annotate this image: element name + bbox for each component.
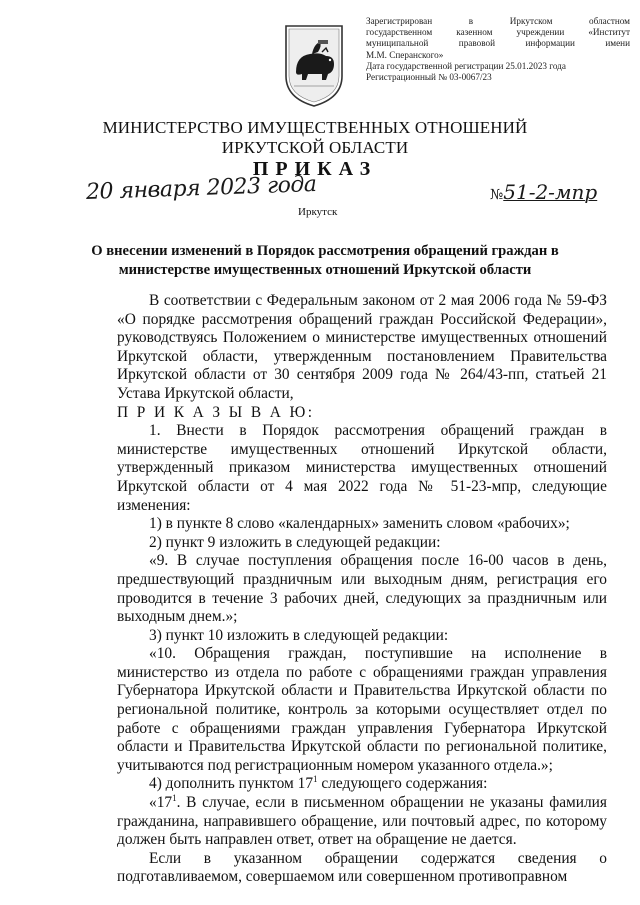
- stamp-line: Зарегистрирован в Иркутском областном: [366, 16, 630, 26]
- subitem-4-text-end: следующего содержания:: [317, 775, 488, 793]
- document-type: ПРИКАЗ: [252, 158, 378, 180]
- last-paragraph: Если в указанном обращении содержатся сведения о подготавливаемом, совершаемом или совершенном противоправном: [117, 849, 607, 886]
- number-prefix: №: [490, 187, 504, 203]
- quote-17-start: «17: [149, 794, 173, 812]
- stamp-line: муниципальной правовой информации имени: [366, 38, 630, 49]
- order-keyword: П Р И К А З Ы В А Ю:: [117, 403, 315, 421]
- quote-point-17-1: [117, 794, 607, 850]
- stamp-line: Дата государственной регистрации 25.01.2023 года: [366, 60, 566, 71]
- subitem-4-text: 4) дополнить пунктом 17: [149, 775, 314, 793]
- stamp-line: Регистрационный № 03-0067/23: [366, 72, 492, 83]
- subitem-4-superscript: 1: [313, 774, 318, 785]
- document-number: [490, 180, 597, 204]
- subitem-4: [117, 775, 607, 794]
- ministry-line: ИРКУТСКОЙ ОБЛАСТИ: [221, 138, 409, 157]
- city-label: Иркутск: [298, 206, 338, 218]
- coat-of-arms-icon: [282, 22, 346, 108]
- ministry-header: [80, 118, 550, 158]
- registration-stamp: [366, 16, 630, 83]
- subitem-1: 1) в пункте 8 слово «календарных» заменить словом «рабочих»;: [149, 515, 570, 533]
- item-1-paragraph: 1. Внести в Порядок рассмотрения обращений граждан в министерстве имущественных отношений Иркутской области, утвержденный приказом министерства имущественных отношений Иркутской области от 4 мая 2022 года № 51-23-мпр, следующие изменения:: [117, 422, 607, 514]
- title-line: О внесении изменений в Порядок рассмотрения обращений граждан в: [91, 243, 559, 259]
- stamp-line: государственном казенном учреждении «Институт: [366, 27, 630, 38]
- document-body: [117, 292, 607, 887]
- ministry-line: МИНИСТЕРСТВО ИМУЩЕСТВЕННЫХ ОТНОШЕНИЙ: [102, 118, 528, 137]
- quote-17-text: . В случае, если в письменном обращении не указаны фамилия гражданина, направившего обращение, или почтовый адрес, по которому должен быть направлен ответ, ответ на обращение не дается.: [117, 794, 607, 849]
- stamp-line: М.М. Сперанского»: [366, 49, 444, 60]
- quote-point-10: «10. Обращения граждан, поступившие на исполнение в министерство из отдела по работе с обращениями граждан управления Губернатора Иркутской области и Правительства Иркутской области по региональной политике, контроль за которыми осуществляет отдел по работе с обращениями граждан управления Губернатора Иркутской области и Правительства Иркутской области по региональной политике, учитываются под регистрационным номером указанного отдела.»;: [117, 645, 607, 774]
- quote-point-9: «9. В случае поступления обращения после 16-00 часов в день, предшествующий праздничным или выходным дням, регистрация его проводится в течение 3 рабочих дней, следующих за праздничным или выходным днем.»;: [117, 552, 607, 626]
- subitem-3: 3) пункт 10 изложить в следующей редакции:: [149, 626, 449, 644]
- number-value: 51-2-мпр: [503, 180, 598, 204]
- document-title: [60, 242, 590, 280]
- handwritten-date: 20 января 2023 года: [85, 171, 317, 206]
- preamble-paragraph: В соответствии с Федеральным законом от 2 мая 2006 года № 59-ФЗ «О порядке рассмотрения обращений граждан Российской Федерации», руководствуясь Положением о министерстве имущественных отношений Иркутской области, утвержденным постановлением Правительства Иркутской области от 30 сентября 2009 года № 264/43-пп, статьей 21 Устава Иркутской области,: [117, 292, 607, 402]
- quote-17-superscript: 1: [172, 792, 177, 803]
- title-line: министерстве имущественных отношений Иркутской области: [118, 262, 532, 278]
- subitem-2: 2) пункт 9 изложить в следующей редакции:: [149, 533, 441, 551]
